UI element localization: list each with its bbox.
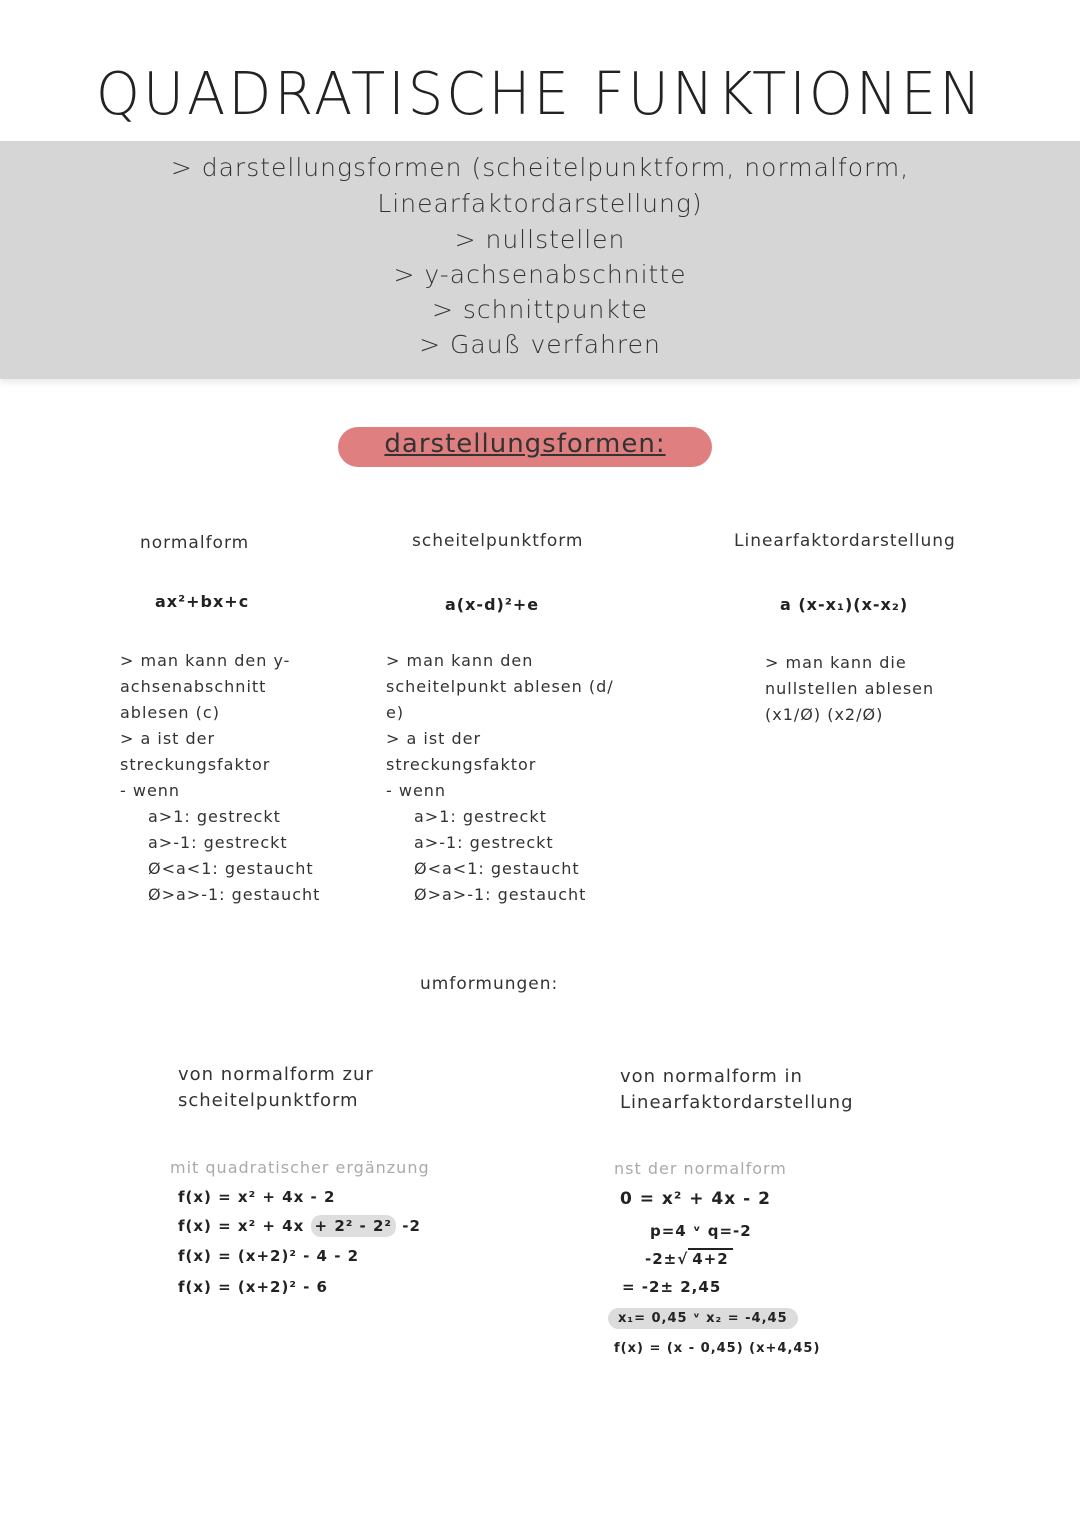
calc-step: 0 = x² + 4x - 2 <box>620 1189 771 1209</box>
calc-step: f(x) = x² + 4x - 2 <box>178 1188 336 1206</box>
note-line: ablesen (c) <box>120 703 220 722</box>
calc-step: f(x) = (x+2)² - 6 <box>178 1278 328 1296</box>
title-line: von normalform zur <box>178 1064 374 1085</box>
right-method: nst der normalform <box>614 1159 787 1178</box>
page-title: QUADRATISCHE FUNKTIONEN <box>95 60 985 129</box>
case-line: a>-1: gestreckt <box>148 833 288 852</box>
umformungen-heading: umformungen: <box>420 974 559 994</box>
section-title-pill <box>338 427 712 467</box>
normalform-heading: normalform <box>140 533 250 553</box>
calc-step: p=4 ᵛ q=-2 <box>650 1222 752 1240</box>
note-line: > a ist der <box>386 729 482 748</box>
sqrt-symbol: √ <box>677 1250 689 1268</box>
sqrt-radicand: 4+2 <box>688 1248 732 1268</box>
calc-step: f(x) = (x - 0,45) (x+4,45) <box>614 1341 821 1356</box>
note-line: nullstellen ablesen <box>765 679 935 698</box>
calc-step <box>608 1311 798 1326</box>
normalform-formula: ax²+bx+c <box>155 592 250 611</box>
note-line: - wenn <box>386 781 447 800</box>
section-title: darstellungsformen: <box>384 429 666 459</box>
case-line: Ø<a<1: gestaucht <box>148 859 314 878</box>
overview-banner <box>0 141 1080 379</box>
overview-item: > Gauß verfahren <box>419 330 661 359</box>
case-line: a>-1: gestreckt <box>414 833 554 852</box>
overview-item: Linearfaktordarstellung) <box>377 189 703 218</box>
note-line: > man kann den y- <box>120 651 291 670</box>
calc-step: f(x) = (x+2)² - 4 - 2 <box>178 1247 360 1265</box>
roots-highlight: x₁= 0,45 ᵛ x₂ = -4,45 <box>608 1308 798 1329</box>
note-line: (x1/Ø) (x2/Ø) <box>765 705 884 724</box>
linearfaktor-formula: a (x-x₁)(x-x₂) <box>780 595 909 614</box>
note-line: > man kann die <box>765 653 907 672</box>
note-line: scheitelpunkt ablesen (d/ <box>386 677 614 696</box>
scheitelpunktform-formula: a(x-d)²+e <box>445 595 540 614</box>
calc-part: -2± <box>645 1250 678 1268</box>
case-line: Ø>a>-1: gestaucht <box>414 885 587 904</box>
normalform-notes <box>120 648 320 908</box>
calc-step: = -2± 2,45 <box>622 1278 722 1296</box>
note-line: streckungsfaktor <box>386 755 537 774</box>
calc-part: -2 <box>402 1217 421 1235</box>
left-conversion-title <box>178 1062 374 1114</box>
overview-item: > schnittpunkte <box>431 295 649 324</box>
title-line: von normalform in <box>620 1066 803 1087</box>
note-line: streckungsfaktor <box>120 755 271 774</box>
note-line: > a ist der <box>120 729 216 748</box>
overview-item: > nullstellen <box>454 225 626 254</box>
linearfaktor-heading: Linearfaktordarstellung <box>734 531 956 551</box>
case-line: a>1: gestreckt <box>148 807 281 826</box>
scheitelpunktform-heading: scheitelpunktform <box>412 531 584 551</box>
title-line: scheitelpunktform <box>178 1090 359 1111</box>
right-conversion-title <box>620 1064 854 1116</box>
overview-item: > y-achsenabschnitte <box>393 260 687 289</box>
calc-part: f(x) = x² + 4x <box>178 1217 305 1235</box>
note-line: > man kann den <box>386 651 534 670</box>
overview-item: > darstellungsformen (scheitelpunktform, normalform, <box>170 153 910 182</box>
case-line: Ø>a>-1: gestaucht <box>148 885 321 904</box>
note-line: e) <box>386 703 405 722</box>
title-line: Linearfaktordarstellung <box>620 1092 854 1113</box>
linearfaktor-notes <box>765 650 934 728</box>
quadratic-completion-highlight: + 2² - 2² <box>311 1215 396 1237</box>
left-method: mit quadratischer ergänzung <box>170 1158 430 1177</box>
note-line: - wenn <box>120 781 181 800</box>
case-line: a>1: gestreckt <box>414 807 547 826</box>
case-line: Ø<a<1: gestaucht <box>414 859 580 878</box>
calc-step <box>645 1250 733 1268</box>
note-line: achsenabschnitt <box>120 677 267 696</box>
scheitelpunktform-notes <box>386 648 614 908</box>
calc-step <box>178 1217 421 1235</box>
